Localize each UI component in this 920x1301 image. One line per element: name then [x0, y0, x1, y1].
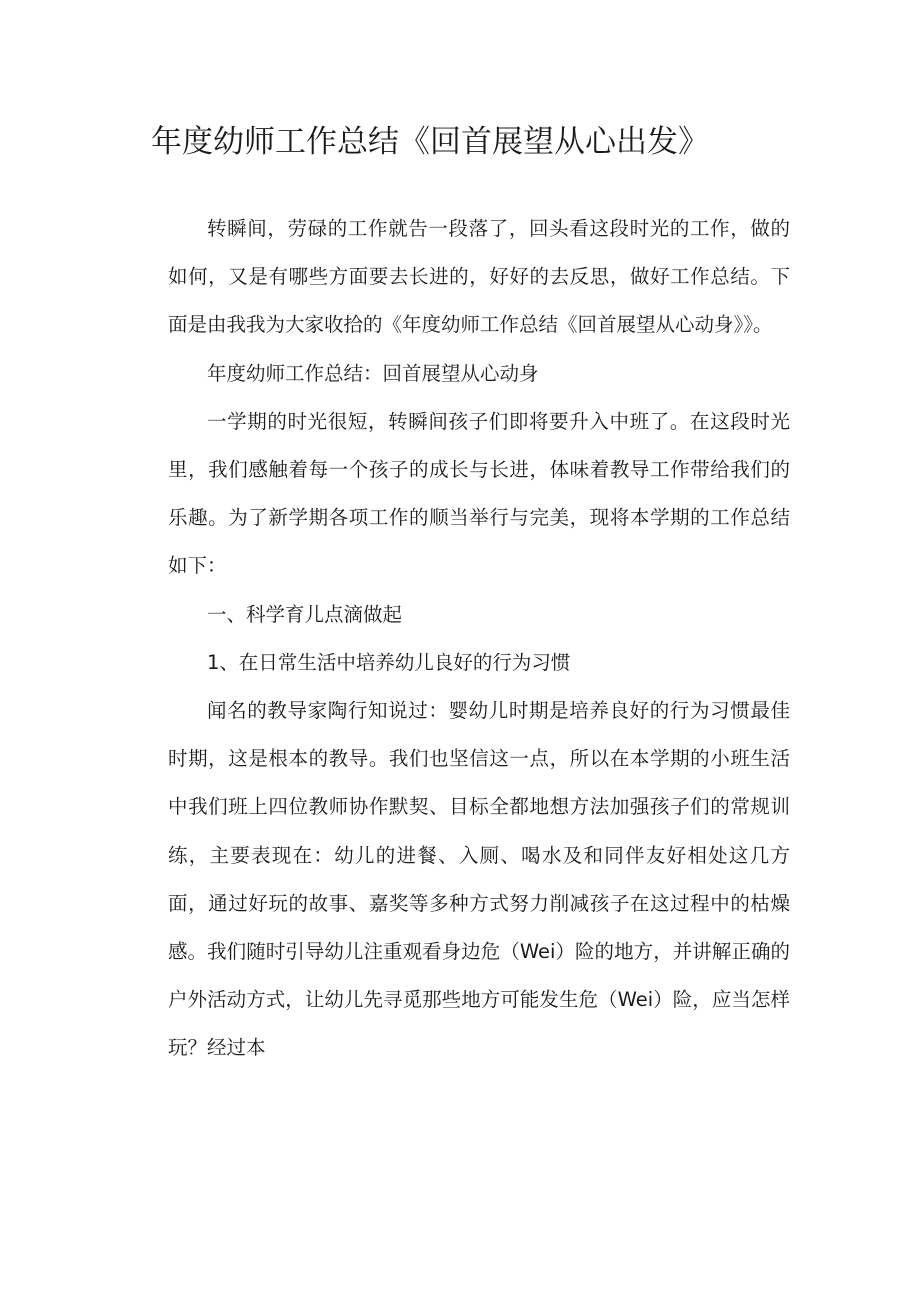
intro-paragraph: 转瞬间，劳碌的工作就告一段落了，回头看这段时光的工作，做的如何，又是有哪些方面要去长进的，好好的去反思，做好工作总结。下面是由我我为大家收拾的《年度幼师工作总结《回首展望从心动身》》。 — [168, 217, 790, 337]
body-paragraph: 闻名的教导家陶行知说过：婴幼儿时期是培养良好的行为习惯最佳时期，这是根本的教导。我们也坚信这一点，所以在本学期的小班生活中我们班上四位教师协作默契、目标全都地想方法加强孩子们的常规训练，主要表现在：幼儿的进餐、入厕、喝水及和同伴友好相处这几方面，通过好玩的故事、嘉奖等多种方式努力削减孩子在这过程中的枯燥感。我们随时引导幼儿注重观看身边危（Wei）险的地方，并讲解正确的户外活动方式，让幼儿先寻觅那些地方可能发生危（Wei）险，应当怎样玩？经过本 — [168, 699, 790, 1060]
document-title: 年度幼师工作总结《回首展望从心出发》 — [151, 124, 709, 160]
subtitle-paragraph: 年度幼师工作总结：回首展望从心动身 — [207, 361, 539, 385]
opening-paragraph: 一学期的时光很短，转瞬间孩子们即将要升入中班了。在这段时光里，我们感触着每一个孩子的成长与长进，体味着教导工作带给我们的乐趣。为了新学期各项工作的顺当举行与完美，现将本学期的工作总结如下： — [168, 409, 790, 578]
document-body — [168, 205, 790, 1073]
section-heading: 一、科学育儿点滴做起 — [207, 602, 403, 626]
subsection-heading: 1、在日常生活中培养幼儿良好的行为习惯 — [207, 650, 571, 674]
